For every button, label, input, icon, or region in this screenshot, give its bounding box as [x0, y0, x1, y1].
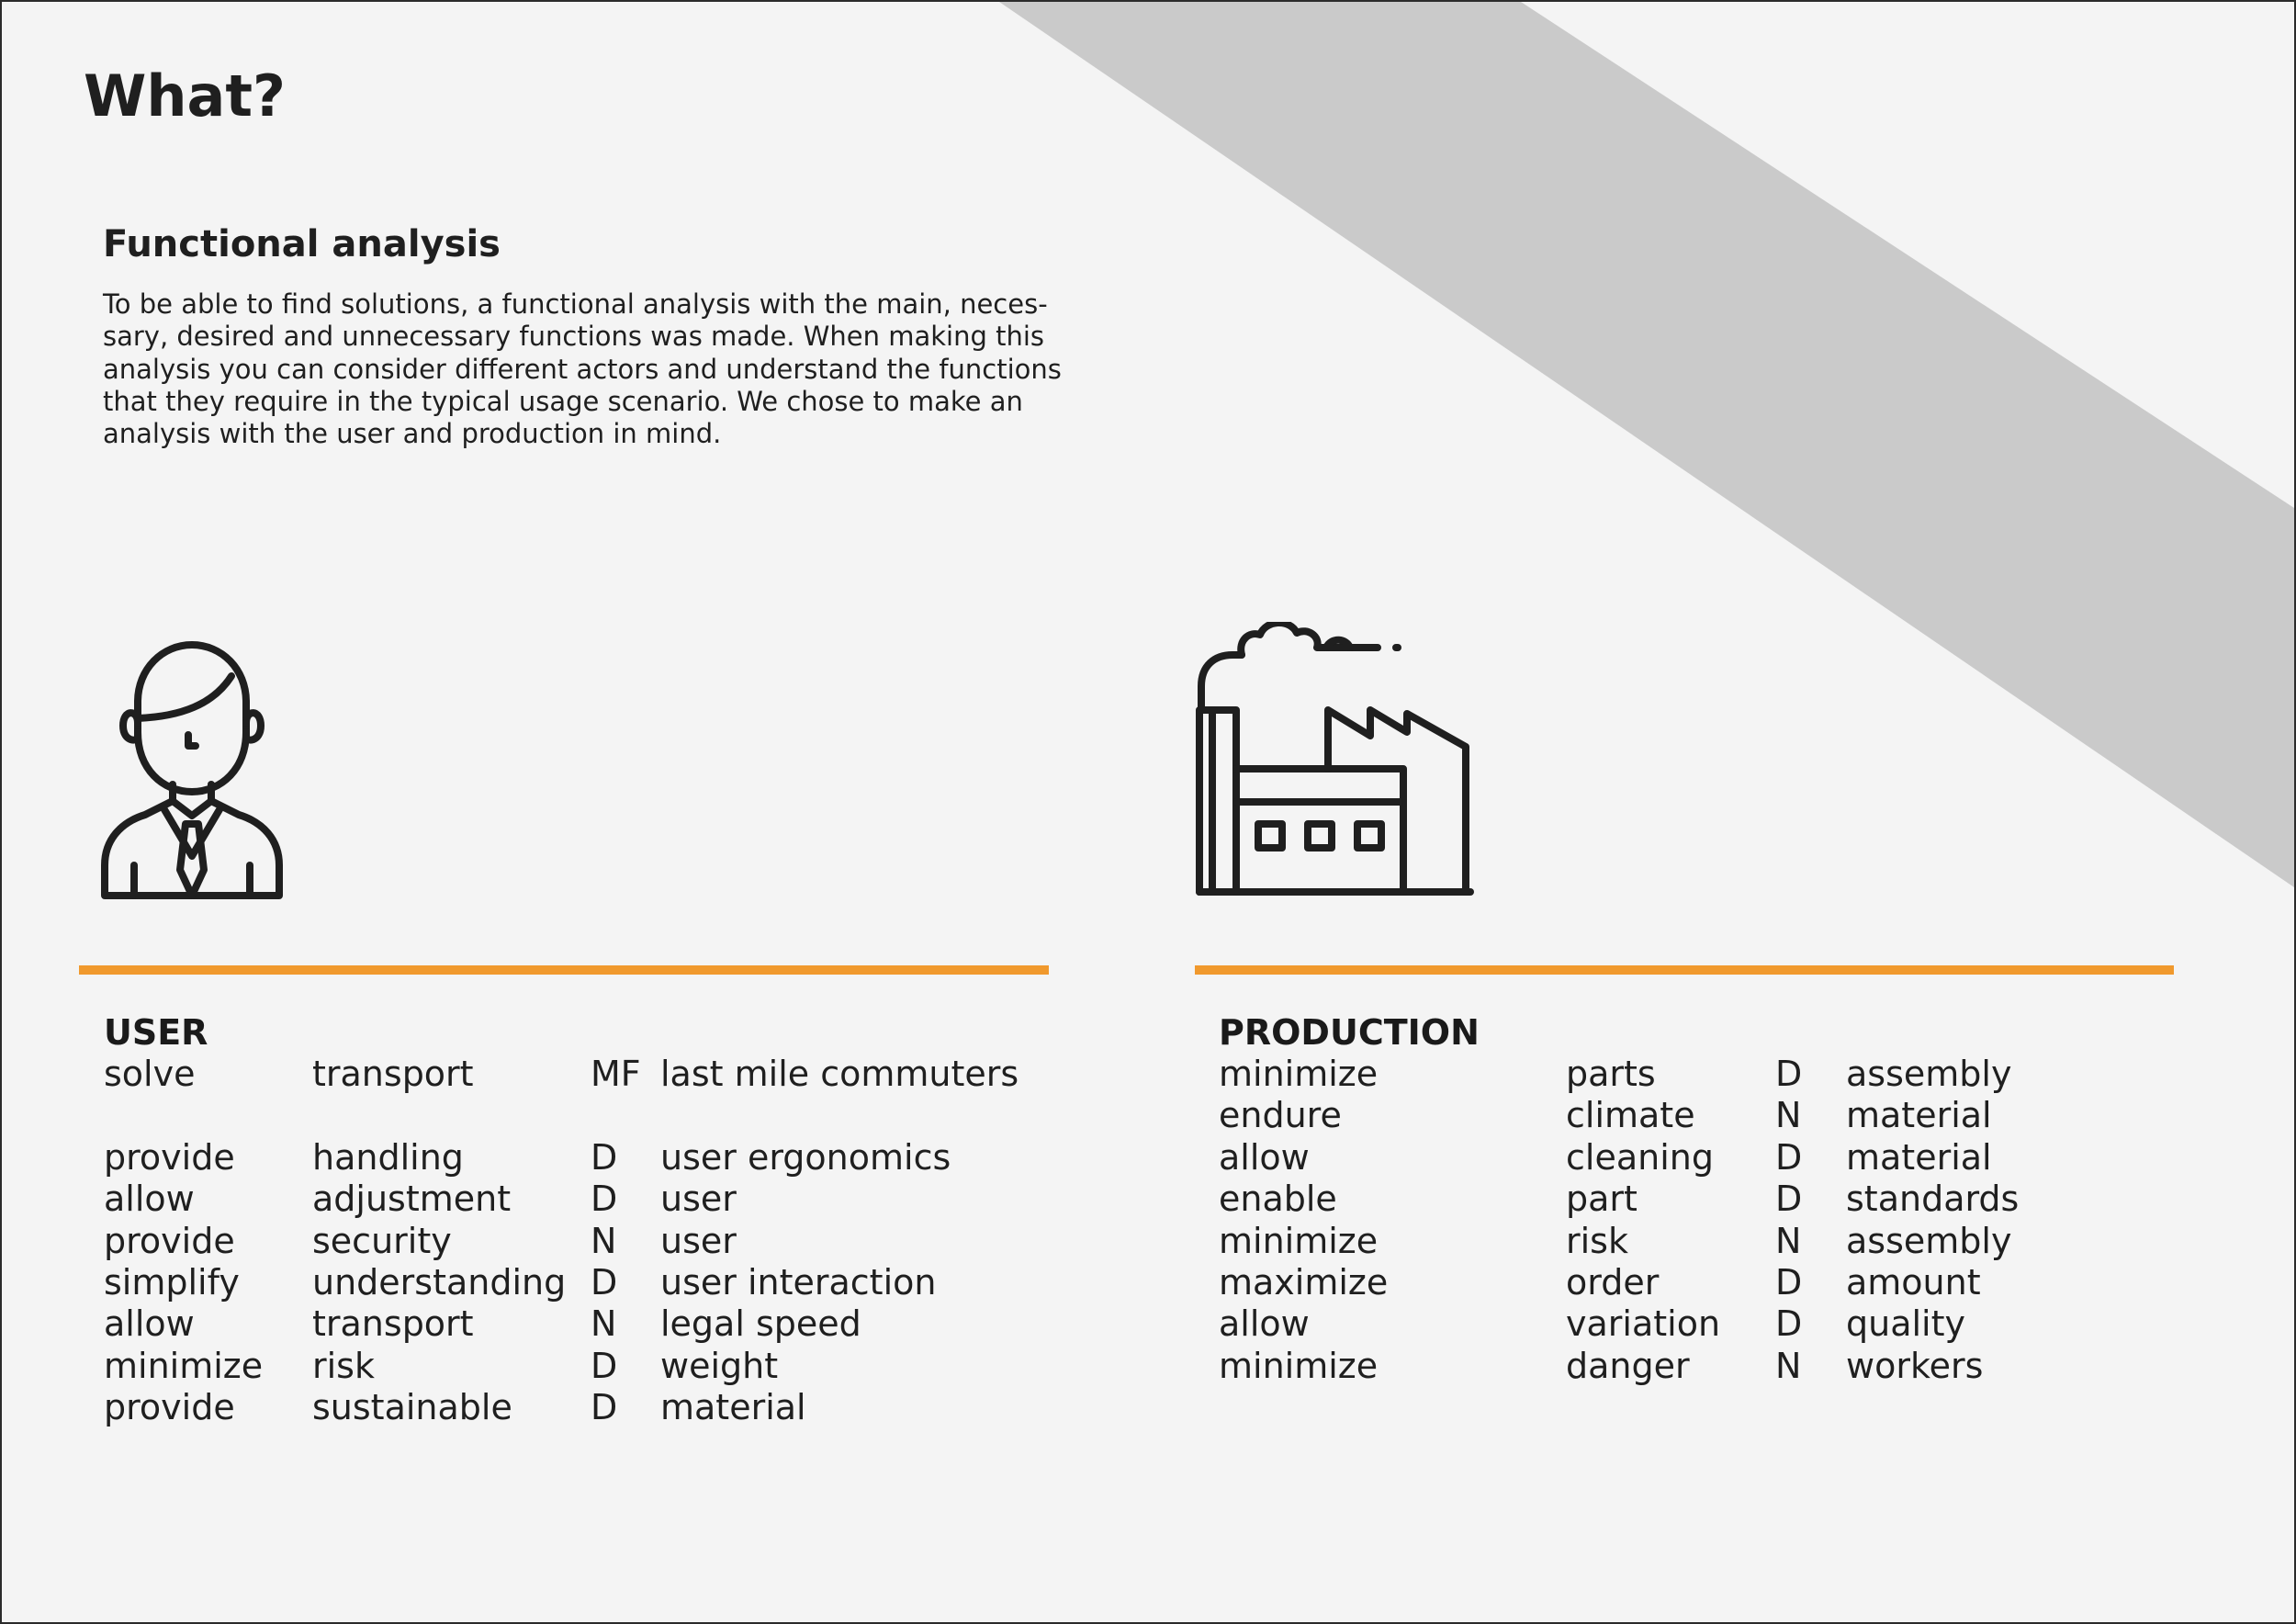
noun-cell: variation [1566, 1303, 1721, 1345]
object-cell [660, 1095, 1019, 1136]
table-row [104, 1179, 1019, 1220]
table-row [1219, 1054, 2019, 1095]
verb-cell: minimize [104, 1345, 264, 1386]
verb-cell: minimize [1219, 1054, 1379, 1094]
table-row [1219, 1262, 2019, 1303]
intro-line: that they require in the typical usage scenario. We chose to make an [103, 385, 1023, 417]
intro-paragraph [103, 288, 1104, 450]
user-functions-table [104, 1054, 1019, 1429]
object-cell: material [1846, 1136, 1992, 1178]
object-cell: user [660, 1220, 737, 1261]
verb-cell: minimize [1219, 1345, 1379, 1386]
noun-cell: cleaning [1566, 1136, 1714, 1178]
table-row [1219, 1137, 2019, 1179]
production-functions-table [1219, 1054, 2019, 1387]
noun-cell: adjustment [312, 1179, 512, 1220]
verb-cell: provide [104, 1220, 235, 1261]
table-row-spacer [104, 1095, 1019, 1136]
class-cell [591, 1095, 660, 1136]
noun-cell: handling [312, 1136, 464, 1178]
class-cell: N [1775, 1220, 1802, 1261]
user-heading: USER [104, 1012, 208, 1053]
noun-cell: understanding [312, 1262, 567, 1303]
noun-cell: transport [312, 1303, 474, 1345]
production-divider [1195, 965, 2174, 975]
verb-cell: minimize [1219, 1220, 1379, 1261]
class-cell: D [1775, 1179, 1803, 1220]
object-cell: amount [1846, 1262, 1981, 1303]
object-cell: user ergonomics [660, 1136, 951, 1178]
table-row [1219, 1303, 2019, 1345]
verb-cell: allow [1219, 1136, 1310, 1178]
object-cell: standards [1846, 1179, 2020, 1220]
noun-cell: danger [1566, 1345, 1690, 1386]
noun-cell [312, 1095, 591, 1136]
object-cell: material [660, 1387, 806, 1428]
production-heading: PRODUCTION [1219, 1012, 1480, 1053]
class-cell: D [591, 1179, 618, 1220]
user-divider [79, 965, 1049, 975]
table-row [1219, 1179, 2019, 1220]
class-cell: D [591, 1345, 618, 1386]
object-cell: weight [660, 1345, 779, 1386]
page-title: What? [84, 62, 286, 130]
table-row [1219, 1095, 2019, 1136]
noun-cell: risk [1566, 1220, 1628, 1261]
table-row [104, 1054, 1019, 1095]
object-cell: quality [1846, 1303, 1965, 1345]
table-row [104, 1346, 1019, 1387]
noun-cell: part [1566, 1179, 1638, 1220]
verb-cell: allow [104, 1179, 195, 1220]
object-cell: user interaction [660, 1262, 937, 1303]
class-cell: N [1775, 1095, 1802, 1136]
class-cell: N [591, 1220, 617, 1261]
verb-cell: enable [1219, 1179, 1337, 1220]
verb-cell: solve [104, 1054, 196, 1094]
verb-cell: provide [104, 1387, 235, 1428]
verb-cell: simplify [104, 1262, 240, 1303]
verb-cell: maximize [1219, 1262, 1389, 1303]
noun-cell: parts [1566, 1054, 1656, 1094]
factory-icon [1194, 622, 1474, 902]
businessman-icon [94, 636, 291, 902]
intro-line: analysis with the user and production in mind. [103, 418, 722, 450]
verb-cell [104, 1095, 312, 1136]
class-cell: D [1775, 1054, 1803, 1094]
object-cell: material [1846, 1095, 1992, 1136]
verb-cell: provide [104, 1136, 235, 1178]
object-cell: assembly [1846, 1054, 2012, 1094]
object-cell: assembly [1846, 1220, 2012, 1261]
class-cell: D [1775, 1303, 1803, 1345]
table-row [104, 1221, 1019, 1262]
noun-cell: risk [312, 1345, 375, 1386]
class-cell: MF [591, 1054, 641, 1094]
class-cell: D [591, 1262, 618, 1303]
table-row [1219, 1346, 2019, 1387]
table-row [104, 1262, 1019, 1303]
class-cell: N [591, 1303, 617, 1345]
class-cell: D [591, 1387, 618, 1428]
table-row [104, 1303, 1019, 1345]
noun-cell: order [1566, 1262, 1660, 1303]
object-cell: legal speed [660, 1303, 861, 1345]
class-cell: D [1775, 1262, 1803, 1303]
intro-line: sary, desired and unnecessary functions was made. When making this [103, 321, 1045, 353]
noun-cell: sustainable [312, 1387, 512, 1428]
verb-cell: allow [104, 1303, 195, 1345]
verb-cell: allow [1219, 1303, 1310, 1345]
class-cell: N [1775, 1345, 1802, 1386]
table-row [104, 1387, 1019, 1428]
object-cell: workers [1846, 1345, 1984, 1386]
object-cell: user [660, 1179, 737, 1220]
section-heading: Functional analysis [103, 223, 501, 265]
table-row [1219, 1221, 2019, 1262]
table-row [104, 1137, 1019, 1179]
object-cell: last mile commuters [660, 1054, 1019, 1094]
noun-cell: climate [1566, 1095, 1695, 1136]
intro-line: To be able to find solutions, a functional analysis with the main, neces- [103, 288, 1048, 320]
intro-line: analysis you can consider different actors and understand the functions [103, 353, 1062, 385]
class-cell: D [591, 1136, 618, 1178]
verb-cell: endure [1219, 1095, 1342, 1136]
noun-cell: transport [312, 1054, 474, 1094]
class-cell: D [1775, 1136, 1803, 1178]
noun-cell: security [312, 1220, 452, 1261]
